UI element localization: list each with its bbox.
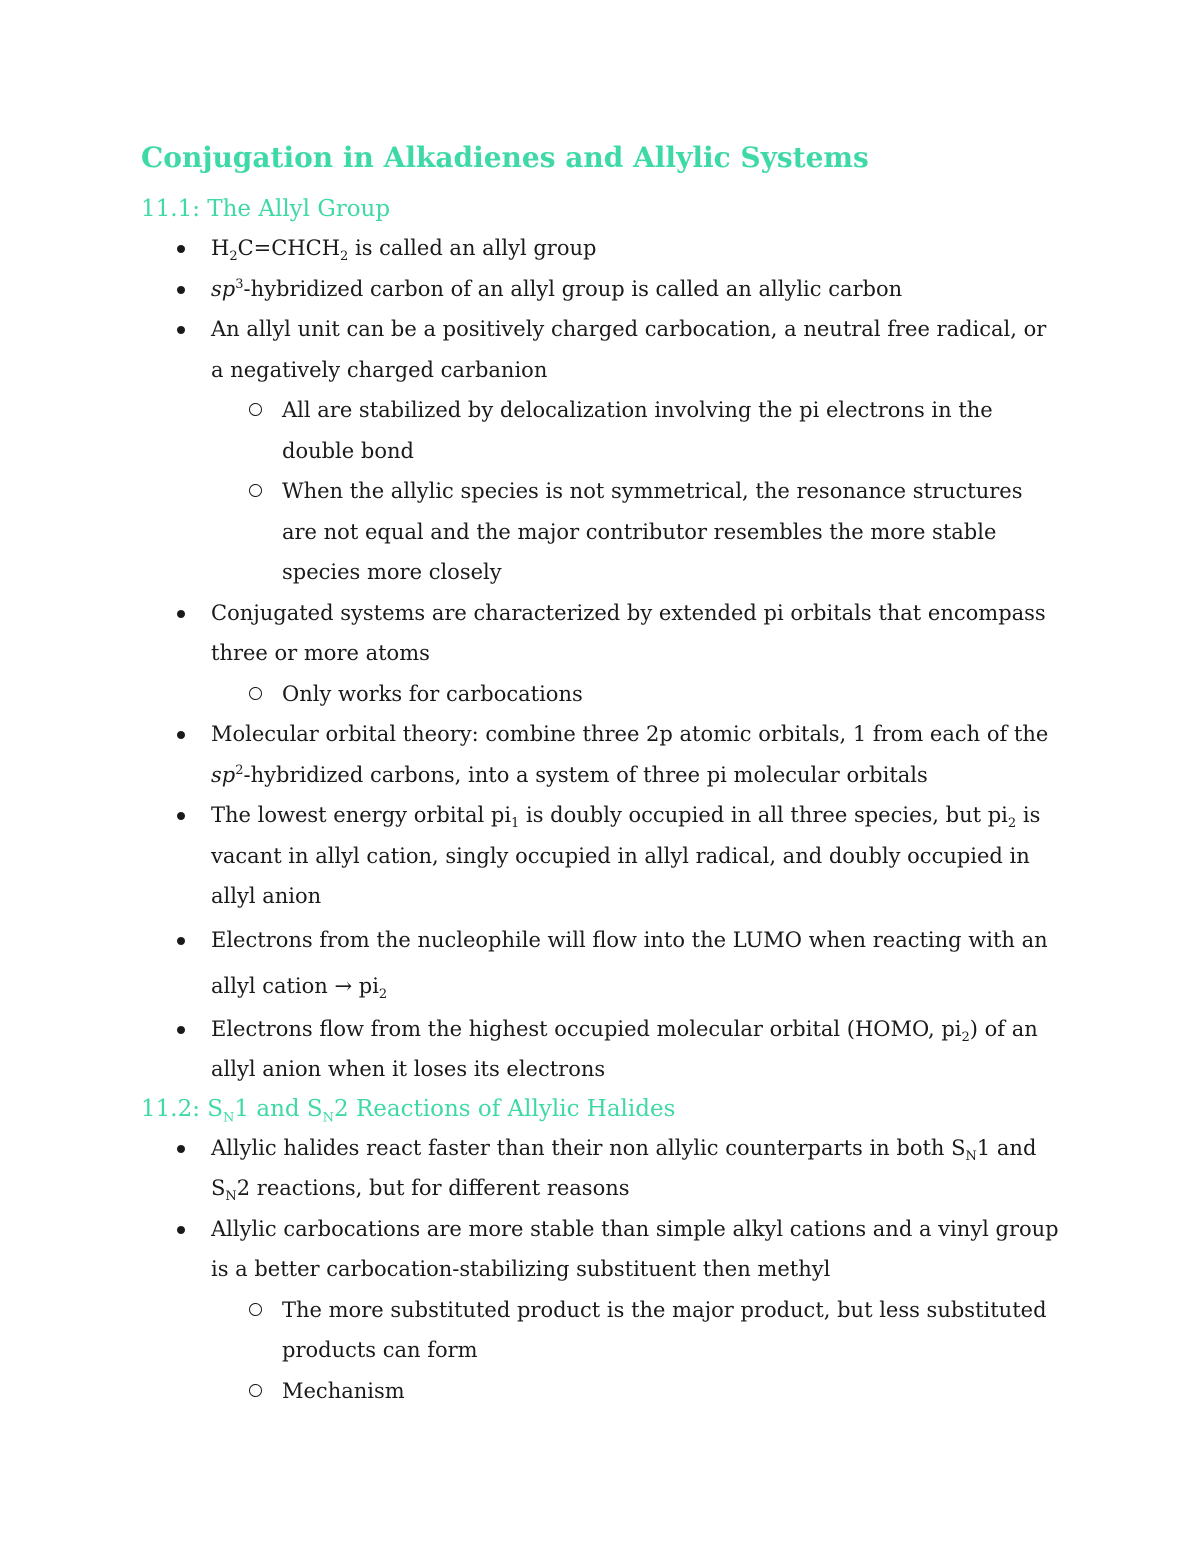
hollow-circle-bullet-icon [249,1303,262,1316]
section1-bullet-list [141,228,1060,1090]
sub-bullet-resonance: When the allylic species is not symmetrical, the resonance structures are not equal and the major contributor resembles the more stable species more closely [211,471,1060,593]
section-heading-allyl-group: 11.1: The Allyl Group [141,196,391,222]
sub-bullet-mechanism: Mechanism [211,1371,1060,1412]
bullet-molecular-orbital-theory: Molecular orbital theory: combine three 2p atomic orbitals, 1 from each of the $sp^2$-hybridized carbons, into a system of three pi molecular orbitals [141,714,1060,795]
bullet-icon [177,245,185,253]
hollow-circle-bullet-icon [249,1384,262,1397]
hollow-circle-bullet-icon [249,403,262,416]
sub-bullet-list [211,674,1060,715]
section2-bullet-list [141,1128,1060,1412]
bullet-allylic-halides-react-faster: Allylic halides react faster than their non allylic counterparts in both $S_N1$ and $S_N2$ reactions, but for different reasons [141,1128,1060,1209]
bullet-icon [177,1026,185,1034]
sub-bullet-carbocations: Only works for carbocations [211,674,1060,715]
bullet-icon [177,326,185,334]
hollow-circle-bullet-icon [249,687,262,700]
bullet-icon [177,731,185,739]
document-title: Conjugation in Alkadienes and Allylic Systems [141,141,869,174]
bullet-allylic-carbocations-stable: Allylic carbocations are more stable than simple alkyl cations and a vinyl group is a better carbocation-stabilizing substituent then methyl The more substituted product is the major product, but less substituted products can form Mechanism [141,1209,1060,1412]
bullet-homo: Electrons flow from the highest occupied molecular orbital (HOMO, $pi_2$) of an allyl anion when it loses its electrons [141,1009,1060,1090]
bullet-icon [177,286,185,294]
bullet-allylic-carbon: $sp^3$-hybridized carbon of an allyl group is called an allylic carbon [141,269,1060,310]
bullet-icon [177,1226,185,1234]
bullet-icon [177,937,185,945]
bullet-conjugated-systems: Conjugated systems are characterized by extended pi orbitals that encompass three or more atoms Only works for carbocations [141,593,1060,715]
sub-bullet-delocalization: All are stabilized by delocalization involving the pi electrons in the double bond [211,390,1060,471]
bullet-nucleophile-lumo: Electrons from the nucleophile will flow into the LUMO when reacting with an allyl cation → $pi_2$ [141,917,1060,1009]
sub-bullet-list [211,1290,1060,1412]
bullet-icon [177,610,185,618]
section-heading-allylic-halides: 11.2: $S_N1$ and $S_N2$ Reactions of Allylic Halides [141,1095,676,1126]
bullet-icon [177,812,185,820]
sub-bullet-list [211,390,1060,593]
bullet-allyl-group-formula: $H_2C=CHCH_2$ is called an allyl group [141,228,1060,269]
bullet-lowest-energy-orbital: The lowest energy orbital $pi_1$ is doubly occupied in all three species, but $pi_2$ is vacant in allyl cation, singly occupied in allyl radical, and doubly occupied in allyl anion [141,795,1060,917]
hollow-circle-bullet-icon [249,484,262,497]
bullet-allyl-unit: An allyl unit can be a positively charged carbocation, a neutral free radical, or a negatively charged carbanion All are stabilized by delocalization involving the pi electrons in the double bond When the allylic species is not symmetrical, the resonance structures are not equal and the major contributor resembles the more stable species more closely [141,309,1060,593]
bullet-icon [177,1145,185,1153]
sub-bullet-major-product: The more substituted product is the major product, but less substituted products can form [211,1290,1060,1371]
